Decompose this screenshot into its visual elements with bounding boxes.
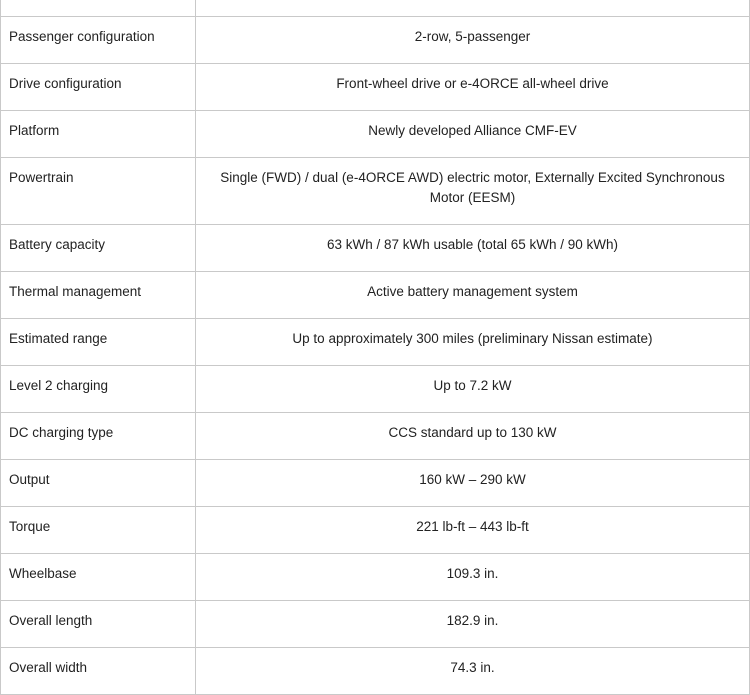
- spec-label: Passenger configuration: [1, 17, 196, 63]
- table-row: [1, 0, 750, 17]
- spec-value: 109.3 in.: [196, 554, 750, 600]
- table-row: [1, 225, 750, 272]
- spec-value: 160 kW – 290 kW: [196, 460, 750, 506]
- spec-label: Platform: [1, 111, 196, 157]
- spec-label: Powertrain: [1, 158, 196, 224]
- spec-value: [196, 0, 750, 16]
- spec-value: Up to approximately 300 miles (preliminary Nissan estimate): [196, 319, 750, 365]
- spec-label: Wheelbase: [1, 554, 196, 600]
- spec-value: 74.3 in.: [196, 648, 750, 694]
- spec-label: Overall length: [1, 601, 196, 647]
- table-row: [1, 507, 750, 554]
- table-row: [1, 366, 750, 413]
- table-row: [1, 648, 750, 695]
- spec-label: DC charging type: [1, 413, 196, 459]
- spec-label: Output: [1, 460, 196, 506]
- table-row: [1, 460, 750, 507]
- spec-value: 2-row, 5-passenger: [196, 17, 750, 63]
- table-row: [1, 64, 750, 111]
- table-row: [1, 554, 750, 601]
- spec-value: 221 lb-ft – 443 lb-ft: [196, 507, 750, 553]
- table-row: [1, 17, 750, 64]
- spec-value: CCS standard up to 130 kW: [196, 413, 750, 459]
- spec-value: Up to 7.2 kW: [196, 366, 750, 412]
- spec-label: [1, 0, 196, 16]
- spec-value: Single (FWD) / dual (e-4ORCE AWD) electric motor, Externally Excited Synchronous Motor (EESM): [196, 158, 750, 224]
- spec-value: Active battery management system: [196, 272, 750, 318]
- table-row: [1, 158, 750, 225]
- table-row: [1, 601, 750, 648]
- spec-value: Newly developed Alliance CMF-EV: [196, 111, 750, 157]
- table-row: [1, 413, 750, 460]
- spec-label: Drive configuration: [1, 64, 196, 110]
- spec-label: Battery capacity: [1, 225, 196, 271]
- spec-label: Torque: [1, 507, 196, 553]
- spec-label: Level 2 charging: [1, 366, 196, 412]
- spec-value: 63 kWh / 87 kWh usable (total 65 kWh / 90 kWh): [196, 225, 750, 271]
- table-row: [1, 111, 750, 158]
- spec-value: Front-wheel drive or e-4ORCE all-wheel drive: [196, 64, 750, 110]
- table-row: [1, 272, 750, 319]
- spec-value: 182.9 in.: [196, 601, 750, 647]
- spec-label: Thermal management: [1, 272, 196, 318]
- table-row: [1, 319, 750, 366]
- spec-label: Overall width: [1, 648, 196, 694]
- spec-label: Estimated range: [1, 319, 196, 365]
